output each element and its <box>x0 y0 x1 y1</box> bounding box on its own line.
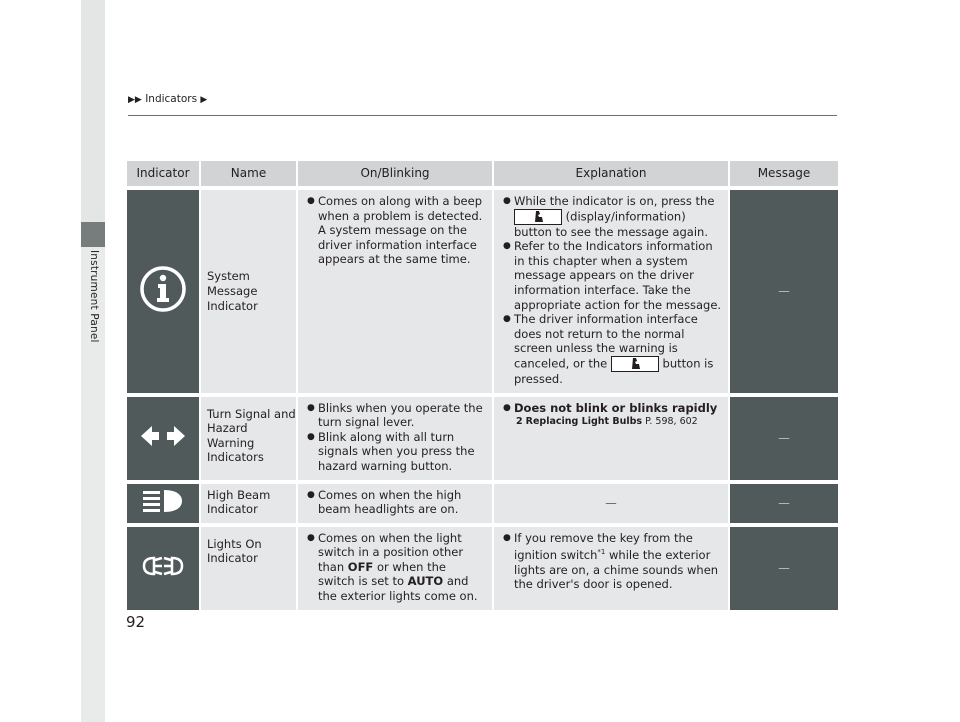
message-cell: — <box>730 484 838 523</box>
explanation-text: While the indicator is on, press the <box>514 194 715 208</box>
header-rule <box>128 115 837 116</box>
explanation-text: button is pressed. <box>514 356 714 386</box>
indicator-name: Turn Signal and Hazard Warning Indicators <box>201 397 298 480</box>
message-cell: — <box>730 190 838 393</box>
list-item <box>500 531 722 592</box>
explanation-cell <box>494 397 730 480</box>
list-item <box>304 531 486 604</box>
list-item: ● Comes on along with a beep when a problem is detected. A system message on the driver information interface appears at the same time. <box>304 194 486 267</box>
table-row <box>127 397 838 480</box>
explanation-bold: Does not blink or blinks rapidly <box>514 400 718 415</box>
on-text-auto: AUTO <box>407 574 444 589</box>
col-header-explanation: Explanation <box>494 161 730 186</box>
explanation-text: while the exterior lights are on, a chime sounds when the driver's door is opened. <box>514 548 719 592</box>
cross-reference[interactable] <box>494 415 728 430</box>
list-item: ● Blinks when you operate the turn signal lever. <box>304 401 486 430</box>
breadcrumb-marker: ▶▶ <box>128 95 142 105</box>
reference-marker: 2 <box>516 416 523 428</box>
side-strip-top <box>81 0 105 222</box>
info-circle-icon <box>138 264 188 314</box>
footnote-marker: *1 <box>597 548 606 557</box>
on-text: and the exterior lights come on. <box>318 574 478 604</box>
breadcrumb-label[interactable]: Indicators <box>145 93 198 105</box>
breadcrumb-end: ▶ <box>200 95 208 105</box>
indicator-cell <box>127 190 201 393</box>
col-header-indicator: Indicator <box>127 161 201 186</box>
on-blinking-cell <box>298 484 494 523</box>
list-item <box>500 312 722 386</box>
indicator-cell <box>127 484 201 523</box>
reference-pages: P. 598, 602 <box>645 416 698 428</box>
col-header-name: Name <box>201 161 298 186</box>
on-text: or when the switch is set to <box>318 559 446 589</box>
lights-on-icon <box>138 554 188 578</box>
list-item <box>500 194 722 239</box>
indicator-table <box>127 157 838 614</box>
explanation-cell <box>494 527 730 610</box>
list-item: ● Refer to the Indicators information in this chapter when a system message appears on the driver information interface. Take the appropriate action for the message. <box>500 239 722 312</box>
table-row <box>127 484 838 523</box>
indicator-cell <box>127 527 201 610</box>
on-text: Comes on when the light switch in a position other than <box>318 530 464 574</box>
list-item: ● Blink along with all turn signals when you press the hazard warning button. <box>304 430 486 474</box>
list-item <box>500 401 722 416</box>
reference-title: Replacing Light Bulbs <box>525 416 643 428</box>
display-info-button-icon <box>611 356 659 372</box>
on-blinking-cell <box>298 397 494 480</box>
explanation-text: The driver information interface does not return to the normal screen unless the warning is canceled, or the <box>514 312 698 371</box>
on-blinking-cell <box>298 190 494 393</box>
table-row <box>127 190 838 393</box>
on-blinking-cell <box>298 527 494 610</box>
table-header-row <box>127 161 838 186</box>
list-item: ● Comes on when the high beam headlights are on. <box>304 488 486 517</box>
explanation-text: (display/information) button to see the message again. <box>514 209 708 239</box>
table-row <box>127 527 838 610</box>
display-info-button-icon <box>514 209 562 225</box>
explanation-cell: — <box>494 484 730 523</box>
high-beam-icon <box>140 487 186 515</box>
indicator-name: Lights On Indicator <box>201 527 298 610</box>
page-number: 92 <box>126 613 146 631</box>
section-tab <box>81 222 105 247</box>
side-section-label: Instrument Panel <box>88 250 100 343</box>
col-header-message: Message <box>730 161 838 186</box>
explanation-text: If you remove the key from the ignition switch <box>514 530 693 563</box>
indicator-name: System Message Indicator <box>201 190 298 393</box>
on-text-off: OFF <box>347 559 374 574</box>
turn-signal-arrows-icon <box>139 424 187 448</box>
explanation-cell <box>494 190 730 393</box>
indicator-cell <box>127 397 201 480</box>
breadcrumb <box>128 93 207 105</box>
indicator-name: High Beam Indicator <box>201 484 298 523</box>
message-cell: — <box>730 527 838 610</box>
message-cell: — <box>730 397 838 480</box>
col-header-on-blinking: On/Blinking <box>298 161 494 186</box>
